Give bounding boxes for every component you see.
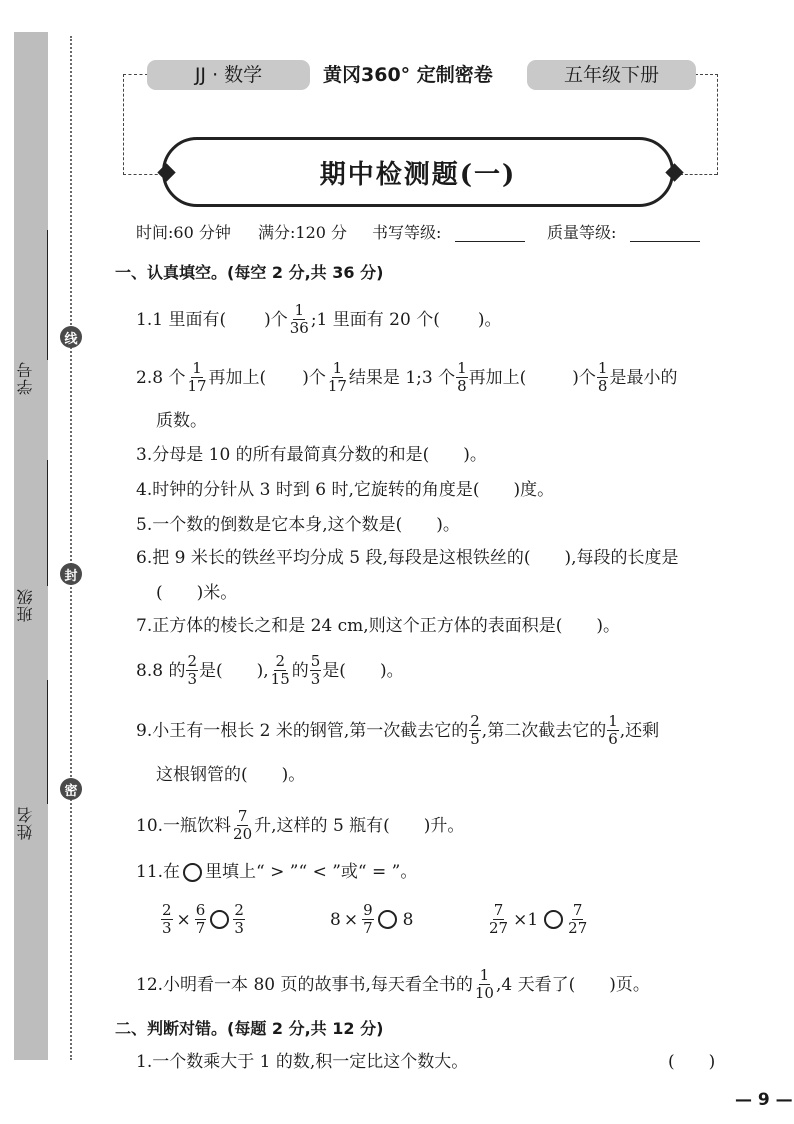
seal-mark-line: 线 (60, 326, 82, 348)
quality-grade-label: 质量等级: (547, 223, 617, 242)
series-title: 黄冈360° 定制密卷 (323, 64, 493, 86)
question-9: 9.小王有一根长 2 米的钢管,第一次截去它的 $\frac{2}{5}$ ,第二次截去它的 $\frac{1}{6}$ ,还剩 (136, 712, 660, 748)
question-9-cont: 这根钢管的( )。 (156, 765, 306, 785)
question-2-cont: 质数。 (156, 411, 207, 431)
answer-circle[interactable] (544, 910, 563, 929)
subject-pill: JJ · 数学 (147, 60, 310, 90)
question-1: 1.1 里面有( )个 $\frac{1}{36}$ ;1 里面有 20 个( )。 (136, 301, 502, 337)
class-field[interactable] (14, 560, 48, 630)
compare-item-2: 8 × $\frac{9}{7}$ 8 (330, 901, 414, 937)
question-6-cont: ( )米。 (156, 583, 238, 603)
compare-circle-icon (183, 863, 202, 882)
question-5: 5.一个数的倒数是它本身,这个数是( )。 (136, 515, 460, 535)
question-3: 3.分母是 10 的所有最简真分数的和是( )。 (136, 445, 487, 465)
question-4: 4.时钟的分针从 3 时到 6 时,它旋转的角度是( )度。 (136, 480, 555, 500)
question-10: 10.一瓶饮料 $\frac{7}{20}$ 升,这样的 5 瓶有( )升。 (136, 807, 465, 843)
grade-pill: 五年级下册 (527, 60, 696, 90)
exam-title-banner (162, 137, 674, 207)
question-12: 12.小明看一本 80 页的故事书,每天看全书的 $\frac{1}{10}$ ,4 天看了( )页。 (136, 966, 650, 1002)
margin-strip (14, 32, 48, 1060)
name-field[interactable] (14, 790, 48, 840)
name-line (47, 680, 48, 804)
student-id-field[interactable] (14, 305, 48, 395)
fraction: $\frac{1}{36}$ (289, 301, 309, 337)
judge-answer-blank[interactable]: ( ) (668, 1052, 716, 1072)
cut-line (70, 36, 72, 1060)
header-bracket-left (123, 74, 148, 175)
exam-time: 时间:60 分钟 (136, 223, 231, 242)
page-number: — 9 — (735, 1090, 793, 1110)
question-11: 11.在 里填上“ > ”“ < ”或“ = ”。 (136, 862, 418, 882)
header-bracket-left-foot (123, 174, 163, 175)
name-label: 姓名 (16, 806, 35, 840)
judge-question-1: 1.一个数乘大于 1 的数,积一定比这个数大。 (136, 1052, 469, 1072)
compare-item-1: $\frac{2}{3}$ × $\frac{6}{7}$ $\frac{2}{3}$ (162, 901, 244, 937)
exam-title: 期中检测题(一) (319, 159, 517, 190)
answer-circle[interactable] (378, 910, 397, 929)
seal-mark-secret: 密 (60, 778, 82, 800)
writing-grade-label: 书写等级: (372, 223, 442, 242)
section1-title: 一、认真填空。(每空 2 分,共 36 分) (115, 263, 384, 282)
header-bracket-right (695, 74, 718, 175)
writing-grade-blank[interactable] (455, 241, 525, 242)
full-score: 满分:120 分 (258, 223, 348, 242)
quality-grade-blank[interactable] (630, 241, 700, 242)
student-id-label: 学号 (16, 361, 35, 395)
question-8: 8.8 的 $\frac{2}{3}$ 是( ), $\frac{2}{15}$ 的 $\frac{5}{3}$ 是( )。 (136, 652, 404, 688)
seal-mark-seal: 封 (60, 563, 82, 585)
question-6: 6.把 9 米长的铁丝平均分成 5 段,每段是这根铁丝的( ),每段的长度是 (136, 548, 679, 568)
section2-title: 二、判断对错。(每题 2 分,共 12 分) (115, 1019, 384, 1038)
class-line (47, 460, 48, 586)
compare-item-3: $\frac{7}{27}$ ×1 $\frac{7}{27}$ (489, 901, 588, 937)
question-7: 7.正方体的棱长之和是 24 cm,则这个正方体的表面积是( )。 (136, 616, 620, 636)
answer-circle[interactable] (210, 910, 229, 929)
class-label: 班级 (16, 588, 35, 622)
question-2: 2.8 个 $\frac{1}{17}$ 再加上( )个 $\frac{1}{17}$ 结果是 1;3 个 $\frac{1}{8}$ 再加上( )个 $\frac{1}{8}$ 是最小的 (136, 359, 678, 395)
header-bracket-right-foot (680, 174, 717, 175)
student-id-line (47, 230, 48, 360)
